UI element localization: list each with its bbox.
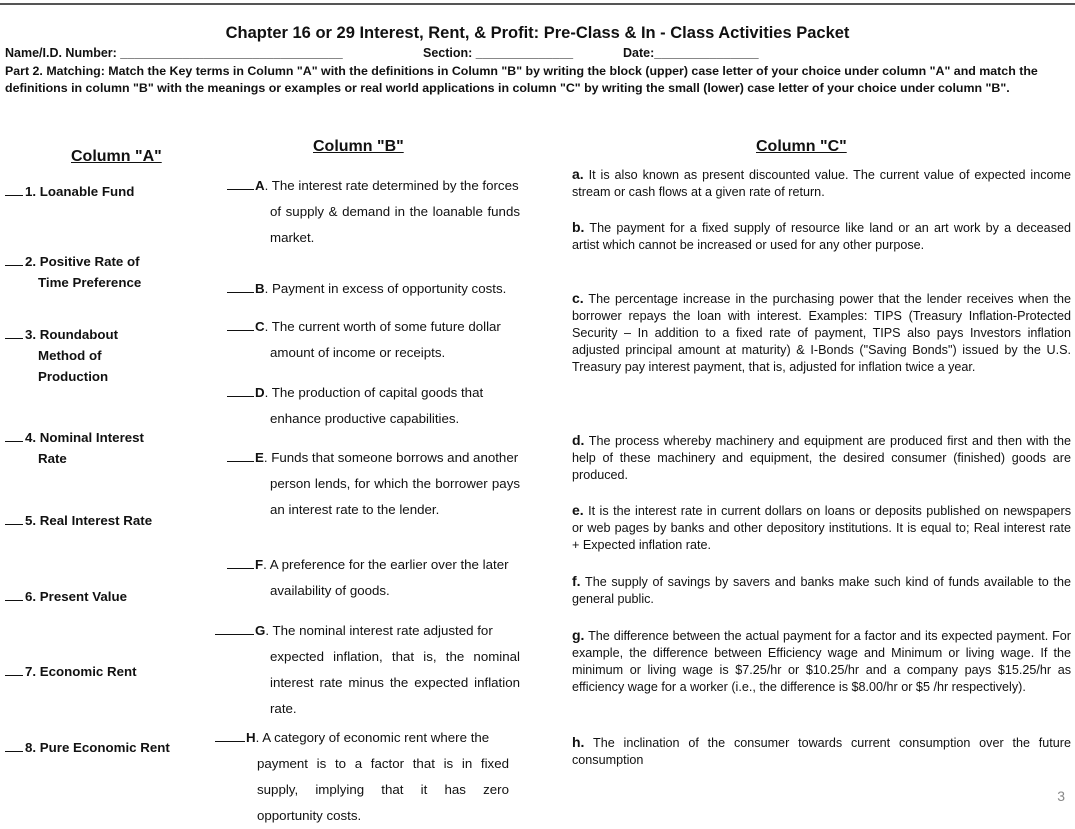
- answer-blank[interactable]: [5, 326, 23, 339]
- page-number: 3: [1057, 788, 1065, 804]
- term-2: 2. Positive Rate of Time Preference: [5, 251, 141, 293]
- answer-blank[interactable]: [5, 429, 23, 442]
- meaning-c: c. The percentage increase in the purchasing power that the lender receives when the borrower repays the loan with interest. Examples: TIPS (Treasury Inflation-Protected Security – In addition to a fixed rate of payment, TIPS also pays Investors inflation adjusted principal amount at maturity) & I-Bonds ("Saving Bonds") issued by the U.S. Treasury pay interest payment, that is, adjusted for inflation twice a year.: [572, 290, 1071, 374]
- answer-blank[interactable]: [5, 253, 23, 266]
- name-field-label: Name/I.D. Number: ________________________________: [5, 46, 343, 60]
- answer-blank[interactable]: [227, 280, 254, 293]
- term-4: 4. Nominal Interest Rate: [5, 427, 144, 469]
- column-a-heading: Column "A": [71, 148, 162, 165]
- meaning-f: f. The supply of savings by savers and banks make such kind of funds available to the general public.: [572, 573, 1071, 606]
- meaning-h: h. The inclination of the consumer towards current consumption over the future consumption: [572, 734, 1071, 767]
- answer-blank[interactable]: [215, 729, 245, 742]
- answer-blank[interactable]: [5, 512, 23, 525]
- answer-blank[interactable]: [227, 556, 254, 569]
- page-title: Chapter 16 or 29 Interest, Rent, & Profit: Pre-Class & In - Class Activities Packet: [225, 24, 850, 42]
- answer-blank[interactable]: [215, 622, 254, 635]
- section-field-label: Section: ______________: [423, 46, 574, 60]
- answer-blank[interactable]: [5, 183, 23, 196]
- answer-blank[interactable]: [5, 588, 23, 601]
- meaning-e: e. It is the interest rate in current dollars on loans or deposits published on newspapers or web pages by banks and other depository institutions. It is equal to; Real interest rate + Expected inflation rate.: [572, 502, 1071, 552]
- term-5: 5. Real Interest Rate: [5, 510, 152, 531]
- top-border: [0, 3, 1075, 5]
- answer-blank[interactable]: [227, 449, 254, 462]
- definition-E: E. Funds that someone borrows and another person lends, for which the borrower pays an interest rate to the lender.: [227, 445, 520, 523]
- meaning-d: d. The process whereby machinery and equipment are produced first and then with the help of these machinery and equipment, the desired consumer (finished) goods are produced.: [572, 432, 1071, 482]
- definition-B: B. Payment in excess of opportunity costs.: [227, 276, 506, 302]
- term-8: 8. Pure Economic Rent: [5, 737, 170, 758]
- date-field-label: Date:_______________: [623, 46, 759, 60]
- definition-C: C. The current worth of some future dollar amount of income or receipts.: [227, 314, 520, 366]
- definition-G: G. The nominal interest rate adjusted for expected inflation, that is, the nominal interest rate minus the expected inflation rate.: [215, 618, 520, 722]
- term-6: 6. Present Value: [5, 586, 127, 607]
- answer-blank[interactable]: [5, 663, 23, 676]
- definition-D: D. The production of capital goods that enhance productive capabilities.: [227, 380, 520, 432]
- answer-blank[interactable]: [227, 384, 254, 397]
- definition-F: F. A preference for the earlier over the later availability of goods.: [227, 552, 520, 604]
- meaning-a: a. It is also known as present discounted value. The current value of expected income stream or cash flows at a given rate of return.: [572, 166, 1071, 199]
- answer-blank[interactable]: [227, 318, 254, 331]
- meaning-g: g. The difference between the actual payment for a factor and its expected payment. For example, the difference between Efficiency wage and Minimum or living wage. If the minimum or living wage is $7.25/hr or $10.25/hr and a company pays $15.25/hr as efficiency wage for a worker (i.e., the difference is $8.00/hr or $5 /hr respectively).: [572, 627, 1071, 694]
- column-b-heading: Column "B": [313, 138, 404, 155]
- term-3: 3. Roundabout Method of Production: [5, 324, 118, 387]
- term-7: 7. Economic Rent: [5, 661, 137, 682]
- answer-blank[interactable]: [5, 739, 23, 752]
- meaning-b: b. The payment for a fixed supply of resource like land or an art work by a deceased artist which cannot be increased or used for any other purpose.: [572, 219, 1071, 252]
- definition-H: H. A category of economic rent where the payment is to a factor that is in fixed supply, implying that it has zero opportunity costs.: [215, 725, 509, 829]
- answer-blank[interactable]: [227, 177, 254, 190]
- definition-A: A. The interest rate determined by the forces of supply & demand in the loanable funds market.: [227, 173, 520, 251]
- part2-instructions: Part 2. Matching: Match the Key terms in Column "A" with the definitions in Column "B" by writing the block (upper) case letter of your choice under column "A" and match the definitions in column "B" with the meanings or examples or real world applications in column "C" by writing the small (lower) case letter of your choice under column "B".: [5, 64, 1038, 95]
- term-1: 1. Loanable Fund: [5, 181, 134, 202]
- column-c-heading: Column "C": [756, 138, 847, 155]
